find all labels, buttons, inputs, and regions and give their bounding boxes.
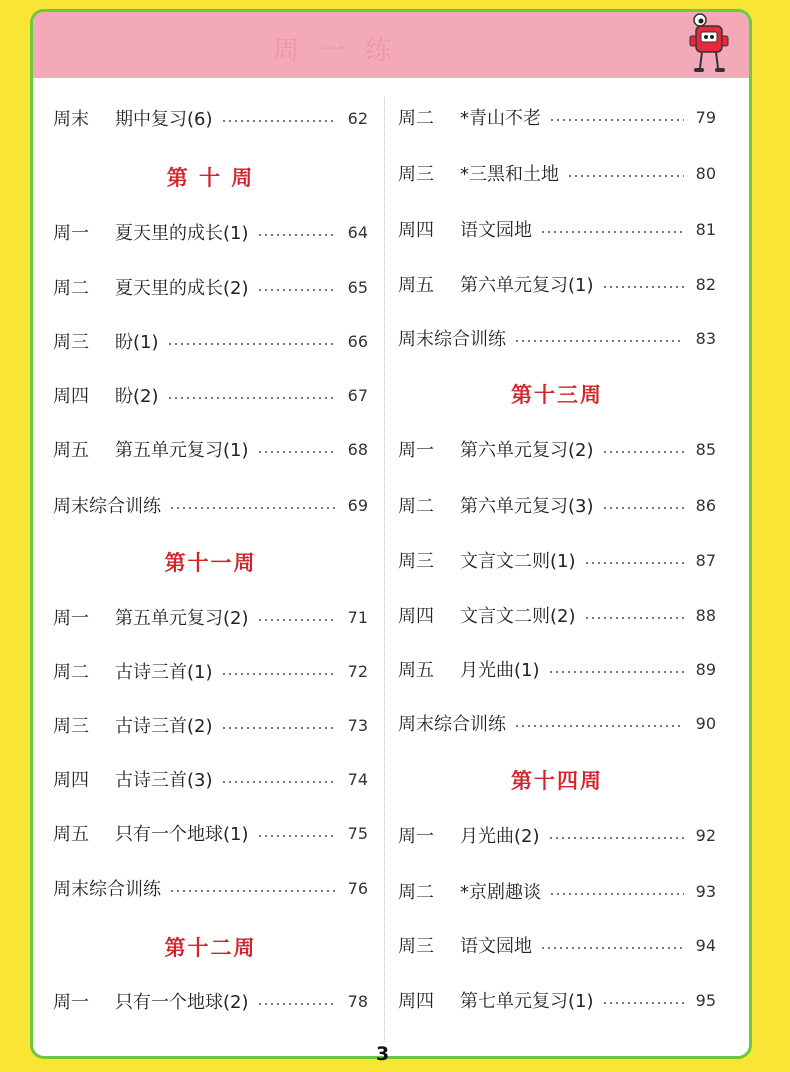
entry-page-number: 94 xyxy=(695,935,716,955)
entry-title: 第五单元复习(2) xyxy=(115,608,249,629)
toc-entry[interactable] xyxy=(398,602,716,628)
entry-day: 周二 xyxy=(398,882,434,903)
dot-leader xyxy=(169,890,336,892)
entry-page-number: 76 xyxy=(347,878,368,898)
dot-leader xyxy=(257,234,337,236)
dot-leader xyxy=(221,120,337,122)
entry-page-number: 81 xyxy=(695,219,716,239)
dot-leader xyxy=(548,671,685,673)
toc-entry[interactable] xyxy=(398,710,716,736)
entry-page-number: 67 xyxy=(347,385,368,405)
dot-leader xyxy=(548,837,685,839)
dot-leader xyxy=(549,893,684,895)
entry-title: 语文园地 xyxy=(460,936,532,957)
entry-title: 周末综合训练 xyxy=(398,714,506,735)
dot-leader xyxy=(257,289,337,291)
dot-leader xyxy=(257,835,337,837)
entry-day: 周末 xyxy=(53,109,89,130)
entry-title: 古诗三首(3) xyxy=(115,770,213,791)
entry-page-number: 89 xyxy=(695,659,716,679)
toc-entry[interactable] xyxy=(53,274,368,300)
entry-title: 盼(1) xyxy=(115,332,159,353)
entry-page-number: 73 xyxy=(347,715,368,735)
column-divider xyxy=(384,97,385,1042)
toc-entry[interactable] xyxy=(53,492,368,518)
dot-leader xyxy=(540,231,684,233)
entry-title: 夏天里的成长(1) xyxy=(115,223,249,244)
entry-day: 周二 xyxy=(53,278,89,299)
entry-title: 古诗三首(2) xyxy=(115,716,213,737)
toc-entry[interactable] xyxy=(53,328,368,354)
entry-day: 周一 xyxy=(53,223,89,244)
toc-entry[interactable] xyxy=(53,382,368,408)
entry-page-number: 85 xyxy=(695,439,716,459)
robot-mascot-icon xyxy=(678,12,738,82)
entry-title: 月光曲(1) xyxy=(460,660,540,681)
entry-page-number: 64 xyxy=(347,222,368,242)
toc-entry[interactable] xyxy=(53,219,368,245)
entry-title: 周末综合训练 xyxy=(53,879,161,900)
entry-page-number: 83 xyxy=(695,328,716,348)
entry-day: 周二 xyxy=(398,496,434,517)
entry-title: *青山不老 xyxy=(460,108,541,129)
toc-entry[interactable] xyxy=(53,105,368,131)
dot-leader xyxy=(167,343,337,345)
dot-leader xyxy=(167,397,337,399)
entry-page-number: 78 xyxy=(347,991,368,1011)
entry-day: 周一 xyxy=(53,992,89,1013)
entry-page-number: 86 xyxy=(695,495,716,515)
week-heading: 第十三周 xyxy=(511,383,603,407)
entry-page-number: 65 xyxy=(347,277,368,297)
dot-leader xyxy=(584,562,685,564)
entry-page-number: 80 xyxy=(695,163,716,183)
entry-page-number: 95 xyxy=(695,990,716,1010)
entry-title: 第六单元复习(1) xyxy=(460,275,594,296)
toc-entry[interactable] xyxy=(53,436,368,462)
entry-title: 周末综合训练 xyxy=(398,329,506,350)
entry-page-number: 75 xyxy=(347,823,368,843)
dot-leader xyxy=(221,673,337,675)
entry-title: 第七单元复习(1) xyxy=(460,991,594,1012)
toc-entry[interactable] xyxy=(398,822,716,848)
week-heading: 第 十 周 xyxy=(166,166,255,190)
dot-leader xyxy=(602,451,685,453)
dot-leader xyxy=(567,175,684,177)
entry-title: 只有一个地球(2) xyxy=(115,992,249,1013)
dot-leader xyxy=(584,617,685,619)
entry-day: 周五 xyxy=(53,440,89,461)
entry-day: 周四 xyxy=(398,991,434,1012)
entry-day: 周五 xyxy=(398,275,434,296)
week-heading: 第十四周 xyxy=(511,769,603,793)
dot-leader xyxy=(257,619,337,621)
entry-day: 周四 xyxy=(398,606,434,627)
toc-entry[interactable] xyxy=(53,658,368,684)
dot-leader xyxy=(549,119,684,121)
dot-leader xyxy=(602,1002,685,1004)
entry-title: 期中复习(6) xyxy=(115,109,213,130)
entry-page-number: 72 xyxy=(347,661,368,681)
toc-entry[interactable] xyxy=(398,492,716,518)
toc-entry[interactable] xyxy=(398,547,716,573)
entry-title: 周末综合训练 xyxy=(53,496,161,517)
dot-leader xyxy=(257,451,337,453)
entry-day: 周四 xyxy=(53,770,89,791)
toc-entry[interactable] xyxy=(398,932,716,958)
entry-page-number: 88 xyxy=(695,605,716,625)
entry-title: *三黑和土地 xyxy=(460,164,559,185)
dot-leader xyxy=(169,507,336,509)
entry-title: 第五单元复习(1) xyxy=(115,440,249,461)
entry-page-number: 87 xyxy=(695,550,716,570)
toc-entry[interactable] xyxy=(53,766,368,792)
entry-title: 文言文二则(2) xyxy=(460,606,576,627)
entry-day: 周三 xyxy=(398,551,434,572)
entry-day: 周二 xyxy=(53,662,89,683)
entry-title: 盼(2) xyxy=(115,386,159,407)
entry-day: 周四 xyxy=(398,220,434,241)
entry-page-number: 74 xyxy=(347,769,368,789)
week-heading: 第十二周 xyxy=(164,936,257,960)
dot-leader xyxy=(602,286,685,288)
toc-entry[interactable] xyxy=(398,271,716,297)
toc-entry[interactable] xyxy=(398,878,716,904)
toc-entry[interactable] xyxy=(398,216,716,242)
dot-leader xyxy=(602,507,685,509)
header-ghost-text: 周 一 练 xyxy=(273,36,398,66)
entry-day: 周三 xyxy=(398,164,434,185)
dot-leader xyxy=(514,340,684,342)
toc-entry[interactable] xyxy=(53,712,368,738)
dot-leader xyxy=(257,1003,337,1005)
entry-title: 第六单元复习(2) xyxy=(460,440,594,461)
entry-day: 周一 xyxy=(398,440,434,461)
entry-title: 夏天里的成长(2) xyxy=(115,278,249,299)
page-number: 3 xyxy=(376,1043,390,1065)
entry-day: 周一 xyxy=(53,608,89,629)
toc-entry[interactable] xyxy=(398,436,716,462)
entry-page-number: 71 xyxy=(347,607,368,627)
entry-day: 周四 xyxy=(53,386,89,407)
entry-page-number: 62 xyxy=(347,108,368,128)
toc-entry[interactable] xyxy=(398,656,716,682)
entry-title: 古诗三首(1) xyxy=(115,662,213,683)
entry-day: 周五 xyxy=(398,660,434,681)
entry-title: 第六单元复习(3) xyxy=(460,496,594,517)
dot-leader xyxy=(221,781,337,783)
entry-day: 周三 xyxy=(53,332,89,353)
toc-entry[interactable] xyxy=(53,875,368,901)
toc-entry[interactable] xyxy=(53,820,368,846)
toc-entry[interactable] xyxy=(53,604,368,630)
entry-page-number: 66 xyxy=(347,331,368,351)
toc-entry[interactable] xyxy=(398,160,716,186)
entry-day: 周二 xyxy=(398,108,434,129)
toc-entry[interactable] xyxy=(398,987,716,1013)
dot-leader xyxy=(221,727,337,729)
entry-page-number: 92 xyxy=(695,825,716,845)
toc-entry[interactable] xyxy=(53,988,368,1014)
entry-page-number: 82 xyxy=(695,274,716,294)
entry-day: 周三 xyxy=(53,716,89,737)
entry-day: 周三 xyxy=(398,936,434,957)
toc-entry[interactable] xyxy=(398,325,716,351)
entry-day: 周一 xyxy=(398,826,434,847)
entry-page-number: 68 xyxy=(347,439,368,459)
entry-page-number: 93 xyxy=(695,881,716,901)
entry-day: 周五 xyxy=(53,824,89,845)
entry-title: 只有一个地球(1) xyxy=(115,824,249,845)
dot-leader xyxy=(540,947,684,949)
header-band xyxy=(33,12,749,78)
week-heading: 第十一周 xyxy=(164,551,257,575)
entry-title: 语文园地 xyxy=(460,220,532,241)
entry-page-number: 79 xyxy=(695,107,716,127)
dot-leader xyxy=(514,725,684,727)
entry-title: 月光曲(2) xyxy=(460,826,540,847)
entry-title: *京剧趣谈 xyxy=(460,882,541,903)
toc-entry[interactable] xyxy=(398,104,716,130)
toc-page xyxy=(30,9,752,1059)
entry-title: 文言文二则(1) xyxy=(460,551,576,572)
entry-page-number: 90 xyxy=(695,713,716,733)
entry-page-number: 69 xyxy=(347,495,368,515)
